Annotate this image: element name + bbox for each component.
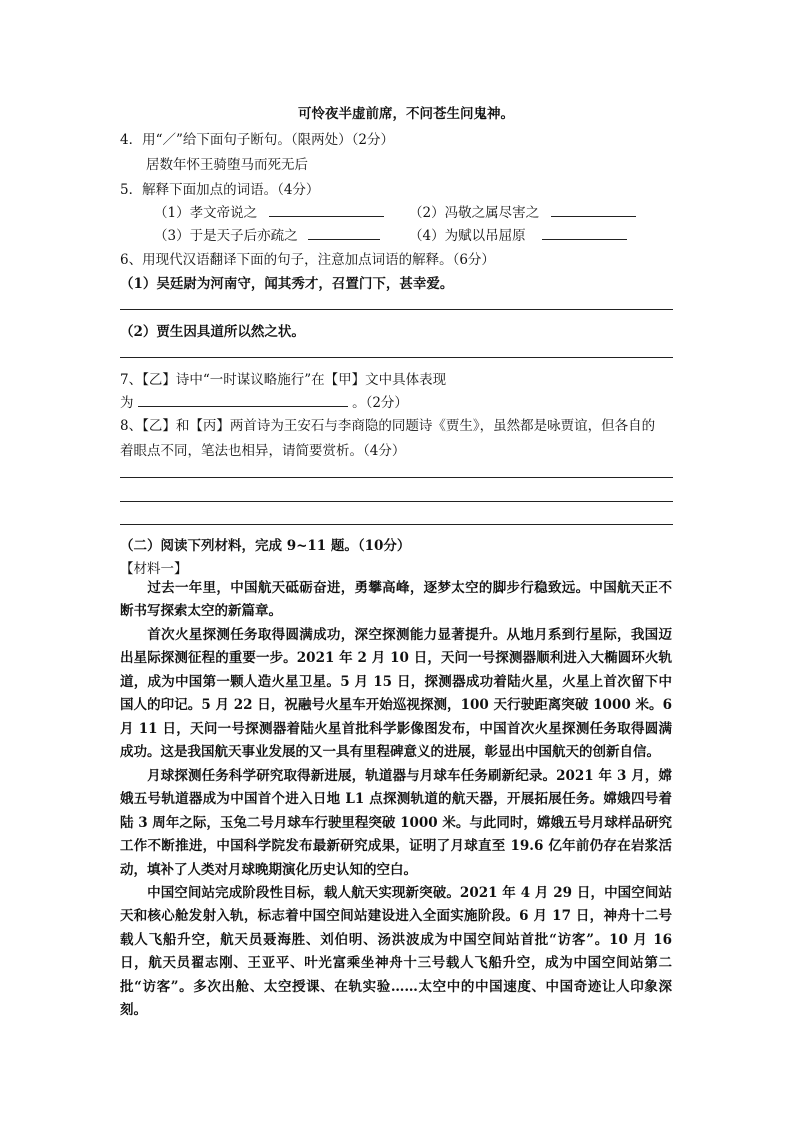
question-5-item-1-text: （1）孝文帝说之 [154,205,258,221]
paragraph-text: 中国空间站完成阶段性目标，载人航天实现新突破。2021 年 4 月 29 日，中国空间站天和核心舱发射入轨，标志着中国空间站建设进入全面实施阶段。6 月 17 日，神舟十二号载人飞船升空，航天员聂海胜、刘伯明、汤洪波成为中国空间站首批“访客”。10 月 16 日，航天员翟志刚、王亚平、叶光富乘坐神舟十三号载人飞船升空，成为中国空间站第二批“访客”。多次出舱、太空授课、在轨实验……太空中的中国速度、中国奇迹让人印象深刻。 [120,885,672,1019]
answer-line[interactable] [120,501,673,502]
question-7-line-1: 7、【乙】诗中“一时谋议略施行”在【甲】文中具体表现 [120,372,447,388]
question-5-item-3 [154,224,380,244]
question-5-item-2-text: （2）冯敬之属尽害之 [409,205,540,221]
question-7-line-2 [120,391,408,411]
paragraph-text: 月球探测任务科学研究取得新进展，轨道器与月球车任务刷新纪录。2021 年 3 月，嫦娥五号轨道器成为中国首个进入日地 L1 点探测轨道的航天器，开展拓展任务。嫦娥四号着陆 3 周年之际，玉兔二号月球车行驶里程突破 1000 米。与此同时，嫦娥五号月球样品研究工作不断推进，中国科学院发布最新研究成果，证明了月球直至 19.6 亿年前仍存在岩浆活动，填补了人类对月球晚期演化历史认知的空白。 [120,768,672,878]
question-5-item-2 [409,201,636,221]
material-paragraph-4 [120,882,672,1026]
answer-blank[interactable] [542,225,627,240]
question-6-prompt: 6、用现代汉语翻译下面的句子，注意加点词语的解释。（6分） [120,252,495,268]
question-5-item-3-text: （3）于是天子后亦疏之 [154,228,298,244]
question-4-prompt: 4．用“／”给下面句子断句。（限两处）（2分） [120,132,394,148]
answer-blank[interactable] [138,392,348,407]
question-8-line-1: 8、【乙】和【丙】两首诗为王安石与李商隐的同题诗《贾生》，虽然都是咏贾谊，但各自的 [120,418,656,434]
material-paragraph-3 [120,765,672,885]
question-8-line-2: 着眼点不同，笔法也相异，请简要赏析。（4分） [120,443,406,459]
material-paragraph-2 [120,624,672,768]
answer-line[interactable] [120,357,673,358]
paragraph-text: 首次火星探测任务取得圆满成功，深空探测能力显著提升。从地月系到行星际，我国迈出星际探测征程的重要一步。2021 年 2 月 10 日，天问一号探测器顺利进入大椭圆环火轨道，成为中国第一颗人造火星卫星。5 月 15 日，探测器成功着陆火星，火星上首次留下中国人的印记。5 月 22 日，祝融号火星车开始巡视探测，100 天行驶距离突破 1000 米。6 月 11 日，天问一号探测器着陆火星首批科学影像图发布，中国首次火星探测任务取得圆满成功。这是我国航天事业发展的又一具有里程碑意义的进展，彰显出中国航天的创新自信。 [120,627,672,761]
answer-line[interactable] [120,477,673,478]
answer-blank[interactable] [269,202,384,217]
question-5-item-4-text: （4）为赋以吊屈原 [409,228,526,244]
question-7-prefix: 为 [120,395,134,411]
question-7-suffix: 。（2分） [352,395,408,411]
poem-line: 可怜夜半虚前席，不问苍生问鬼神。 [298,106,514,122]
question-6-sentence-1: （1）吴廷尉为河南守，闻其秀才，召置门下，甚幸爱。 [120,276,454,292]
answer-line[interactable] [120,524,673,525]
answer-line[interactable] [120,309,673,310]
material-label: 【材料一】 [120,561,188,577]
answer-blank[interactable] [551,202,636,217]
question-5-item-4 [409,224,627,244]
question-6-sentence-2: （2）贾生因具道所以然之状。 [120,324,305,340]
material-paragraph-1 [120,577,672,627]
question-4-sentence: 居数年怀王骑堕马而死无后 [146,157,308,173]
section-2-heading: （二）阅读下列材料，完成 9~11 题。（10分） [120,538,411,554]
question-5-item-1 [154,201,384,221]
question-5-prompt: 5．解释下面加点的词语。（4分） [120,182,320,198]
paragraph-text: 过去一年里，中国航天砥砺奋进，勇攀高峰，逐梦太空的脚步行稳致远。中国航天正不断书写探索太空的新篇章。 [120,580,672,620]
answer-blank[interactable] [308,225,380,240]
